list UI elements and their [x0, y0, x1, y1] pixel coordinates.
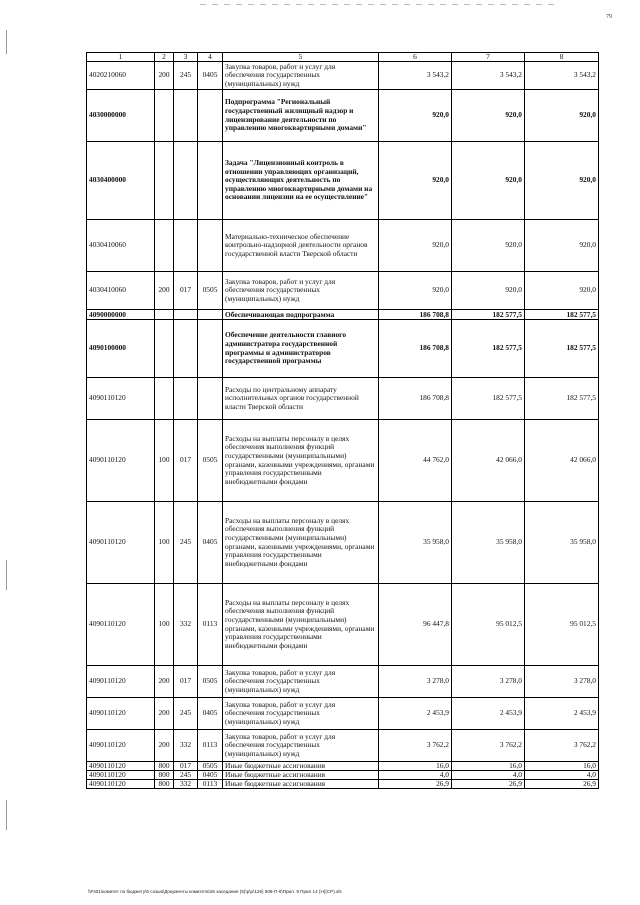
- row-type-code: [155, 142, 174, 220]
- row-type-code: 100: [155, 502, 174, 584]
- row-name: Закупка товаров, работ и услуг для обеспечения государственных (муниципальных) нужд: [223, 666, 379, 698]
- row-section-code: 0405: [198, 698, 223, 730]
- row-type-code: [155, 220, 174, 272]
- row-section-code: 0505: [198, 272, 223, 310]
- row-value-8: 182 577,5: [525, 320, 599, 378]
- table-row: [87, 698, 599, 730]
- row-value-8: 42 066,0: [525, 420, 599, 502]
- row-code: 4090000000: [87, 310, 155, 320]
- row-value-6: 35 958,0: [379, 502, 452, 584]
- row-section-code: 0405: [198, 771, 223, 780]
- row-value-6: 3 543,2: [379, 62, 452, 90]
- row-department-code: [174, 378, 198, 420]
- row-value-6: 186 708,8: [379, 378, 452, 420]
- row-type-code: 200: [155, 62, 174, 90]
- table-row: [87, 378, 599, 420]
- row-type-code: [155, 320, 174, 378]
- row-value-7: 95 012,5: [452, 584, 525, 666]
- row-value-6: 2 453,9: [379, 698, 452, 730]
- row-department-code: 017: [174, 762, 198, 771]
- row-code: 4090110120: [87, 730, 155, 762]
- row-name: Иные бюджетные ассигнования: [223, 780, 379, 789]
- column-number: 3: [174, 53, 198, 62]
- row-value-7: 2 453,9: [452, 698, 525, 730]
- row-value-7: 182 577,5: [452, 378, 525, 420]
- table-row: [87, 62, 599, 90]
- row-section-code: 0505: [198, 666, 223, 698]
- row-value-6: 186 708,8: [379, 320, 452, 378]
- row-code: 4090110120: [87, 666, 155, 698]
- row-value-7: 4,0: [452, 771, 525, 780]
- row-value-6: 26,9: [379, 780, 452, 789]
- row-value-7: 16,0: [452, 762, 525, 771]
- column-number: 7: [452, 53, 525, 62]
- table-row: [87, 220, 599, 272]
- scan-left-mark: [6, 800, 7, 830]
- scan-left-mark: [6, 560, 7, 590]
- row-code: 4090110120: [87, 771, 155, 780]
- row-department-code: [174, 90, 198, 142]
- row-value-8: 920,0: [525, 272, 599, 310]
- row-code: 4090110120: [87, 584, 155, 666]
- column-number: 6: [379, 53, 452, 62]
- row-name: Расходы на выплаты персоналу в целях обеспечения выполнения функций государственными (муниципальными) органами, казенными учреждениями, органами управления государственными внебюджетными фондами: [223, 584, 379, 666]
- column-number-row: [87, 53, 599, 62]
- scan-top-artifact: [200, 4, 560, 5]
- row-department-code: 017: [174, 420, 198, 502]
- scan-left-mark: [6, 30, 7, 54]
- row-name: Обеспечивающая подпрограмма: [223, 310, 379, 320]
- row-value-8: 16,0: [525, 762, 599, 771]
- row-code: 4030410060: [87, 272, 155, 310]
- row-code: 4030410060: [87, 220, 155, 272]
- row-section-code: 0505: [198, 420, 223, 502]
- row-section-code: 0505: [198, 762, 223, 771]
- row-section-code: 0113: [198, 584, 223, 666]
- row-value-8: 3 762,2: [525, 730, 599, 762]
- row-value-8: 35 958,0: [525, 502, 599, 584]
- row-name: Иные бюджетные ассигнования: [223, 771, 379, 780]
- row-value-8: 3 543,2: [525, 62, 599, 90]
- row-type-code: 100: [155, 584, 174, 666]
- row-type-code: 200: [155, 730, 174, 762]
- page-number: 79: [606, 14, 612, 20]
- row-type-code: 100: [155, 420, 174, 502]
- row-section-code: [198, 320, 223, 378]
- table-row: [87, 142, 599, 220]
- row-department-code: 332: [174, 780, 198, 789]
- row-value-8: 4,0: [525, 771, 599, 780]
- row-section-code: 0405: [198, 502, 223, 584]
- row-code: 4030000000: [87, 90, 155, 142]
- column-number: 4: [198, 53, 223, 62]
- file-path-footer: \\Fs01\комитет по бюджету\6 созыв\Документы комитета\26 заседание (5)\р\р\126) 508-П-6\Прил. 9 Прил 14 (Н)(СР).xls: [88, 889, 342, 894]
- table-row: [87, 771, 599, 780]
- budget-table: [86, 52, 599, 789]
- row-value-6: 96 447,8: [379, 584, 452, 666]
- table-row: [87, 272, 599, 310]
- row-code: 4090110120: [87, 698, 155, 730]
- row-department-code: 017: [174, 666, 198, 698]
- row-name: Расходы на выплаты персоналу в целях обеспечения выполнения функций государственными (муниципальными) органами, казенными учреждениями, органами управления государственными внебюджетными фондами: [223, 420, 379, 502]
- row-value-7: 3 762,2: [452, 730, 525, 762]
- row-value-7: 26,9: [452, 780, 525, 789]
- row-value-8: 920,0: [525, 142, 599, 220]
- row-code: 4030400000: [87, 142, 155, 220]
- row-name: Задача "Лицензионный контроль в отношении управляющих организаций, осуществляющих деятельность по управлению многоквартирными домами на основании лицензии на ее осуществление": [223, 142, 379, 220]
- row-department-code: [174, 310, 198, 320]
- row-value-6: 920,0: [379, 220, 452, 272]
- row-value-6: 4,0: [379, 771, 452, 780]
- row-section-code: [198, 378, 223, 420]
- row-value-7: 920,0: [452, 90, 525, 142]
- row-type-code: 200: [155, 272, 174, 310]
- row-section-code: 0405: [198, 62, 223, 90]
- row-code: 4090110120: [87, 780, 155, 789]
- row-name: Закупка товаров, работ и услуг для обеспечения государственных (муниципальных) нужд: [223, 272, 379, 310]
- row-name: Обеспечение деятельности главного администратора государственной программы и администраторов государственной программы: [223, 320, 379, 378]
- row-value-8: 920,0: [525, 90, 599, 142]
- row-value-7: 920,0: [452, 220, 525, 272]
- row-name: Расходы на выплаты персоналу в целях обеспечения выполнения функций государственными (муниципальными) органами, казенными учреждениями, органами управления государственными внебюджетными фондами: [223, 502, 379, 584]
- row-value-6: 920,0: [379, 90, 452, 142]
- row-type-code: 800: [155, 762, 174, 771]
- row-value-7: 3 278,0: [452, 666, 525, 698]
- row-name: Закупка товаров, работ и услуг для обеспечения государственных (муниципальных) нужд: [223, 698, 379, 730]
- row-value-8: 920,0: [525, 220, 599, 272]
- row-value-7: 920,0: [452, 272, 525, 310]
- table-row: [87, 730, 599, 762]
- row-section-code: [198, 310, 223, 320]
- row-department-code: 332: [174, 730, 198, 762]
- row-type-code: 200: [155, 698, 174, 730]
- row-department-code: [174, 320, 198, 378]
- row-department-code: 245: [174, 502, 198, 584]
- row-code: 4090110120: [87, 762, 155, 771]
- row-code: 4090110120: [87, 378, 155, 420]
- column-number: 1: [87, 53, 155, 62]
- row-value-6: 3 278,0: [379, 666, 452, 698]
- row-section-code: 0113: [198, 780, 223, 789]
- row-type-code: 800: [155, 771, 174, 780]
- row-section-code: 0113: [198, 730, 223, 762]
- row-value-6: 920,0: [379, 142, 452, 220]
- row-value-6: 186 708,8: [379, 310, 452, 320]
- row-value-7: 3 543,2: [452, 62, 525, 90]
- table-row: [87, 584, 599, 666]
- row-value-6: 16,0: [379, 762, 452, 771]
- row-type-code: 200: [155, 666, 174, 698]
- row-section-code: [198, 142, 223, 220]
- row-value-7: 182 577,5: [452, 310, 525, 320]
- row-department-code: 245: [174, 62, 198, 90]
- column-number: 8: [525, 53, 599, 62]
- table-row: [87, 90, 599, 142]
- row-name: Подпрограмма "Региональный государственный жилищный надзор и лицензирование деятельности по управлению многоквартирными домами": [223, 90, 379, 142]
- row-name: Расходы по центральному аппарату исполнительных органов государственной власти Тверской области: [223, 378, 379, 420]
- row-value-8: 182 577,5: [525, 310, 599, 320]
- row-code: 4090110120: [87, 502, 155, 584]
- row-value-8: 2 453,9: [525, 698, 599, 730]
- row-name: Иные бюджетные ассигнования: [223, 762, 379, 771]
- table-row: [87, 420, 599, 502]
- column-number: 2: [155, 53, 174, 62]
- table-row: [87, 666, 599, 698]
- row-value-8: 95 012,5: [525, 584, 599, 666]
- row-department-code: [174, 220, 198, 272]
- row-value-8: 3 278,0: [525, 666, 599, 698]
- row-department-code: 245: [174, 698, 198, 730]
- row-type-code: [155, 90, 174, 142]
- row-code: 4020210060: [87, 62, 155, 90]
- row-type-code: 800: [155, 780, 174, 789]
- row-value-8: 26,9: [525, 780, 599, 789]
- column-number: 5: [223, 53, 379, 62]
- row-department-code: 245: [174, 771, 198, 780]
- table-row: [87, 310, 599, 320]
- row-type-code: [155, 378, 174, 420]
- table-row: [87, 780, 599, 789]
- row-name: Материально-техническое обеспечение контрольно-надзорной деятельности органов государственной власти Тверской области: [223, 220, 379, 272]
- row-value-7: 182 577,5: [452, 320, 525, 378]
- row-value-6: 920,0: [379, 272, 452, 310]
- row-value-6: 44 762,0: [379, 420, 452, 502]
- row-value-8: 182 577,5: [525, 378, 599, 420]
- row-code: 4090100000: [87, 320, 155, 378]
- row-value-7: 35 958,0: [452, 502, 525, 584]
- row-type-code: [155, 310, 174, 320]
- row-section-code: [198, 90, 223, 142]
- row-value-6: 3 762,2: [379, 730, 452, 762]
- table-row: [87, 320, 599, 378]
- row-section-code: [198, 220, 223, 272]
- row-department-code: 332: [174, 584, 198, 666]
- row-value-7: 42 066,0: [452, 420, 525, 502]
- row-department-code: 017: [174, 272, 198, 310]
- table-row: [87, 762, 599, 771]
- row-department-code: [174, 142, 198, 220]
- row-value-7: 920,0: [452, 142, 525, 220]
- row-code: 4090110120: [87, 420, 155, 502]
- row-name: Закупка товаров, работ и услуг для обеспечения государственных (муниципальных) нужд: [223, 730, 379, 762]
- table-row: [87, 502, 599, 584]
- row-name: Закупка товаров, работ и услуг для обеспечения государственных (муниципальных) нужд: [223, 62, 379, 90]
